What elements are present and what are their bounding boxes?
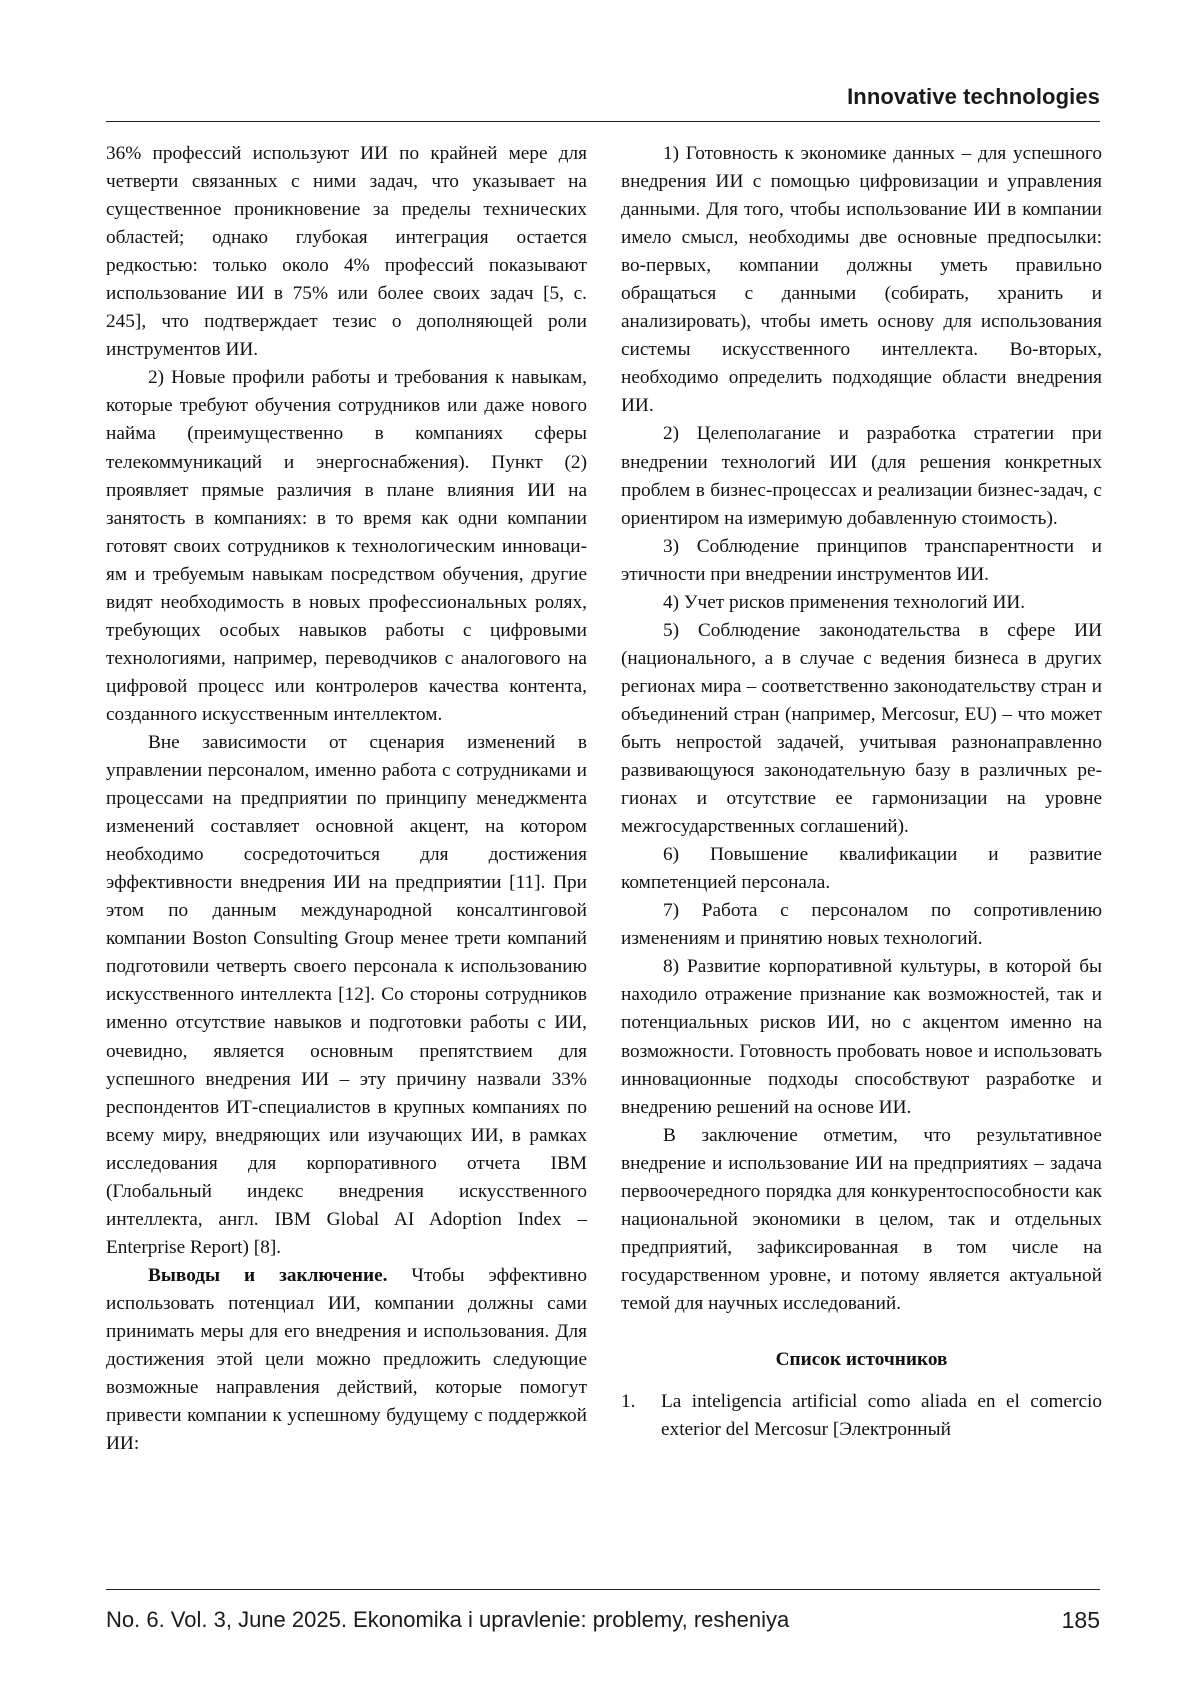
conclusions-text: Чтобы эффективно использовать потенциал ИИ, компании должны сами принимать меры для его внедрения и использования. Для достижения этой цели можно предложить следующие возможные направления действий, которые помогут привести компании к успешному будущему с поддержкой ИИ: (106, 1264, 588, 1455)
header-rule (106, 121, 1100, 122)
conclusions-heading: Выводы и заключение. (148, 1264, 388, 1286)
right-item-5: 5) Соблюдение законодательства в сфере ИИ (национального, а в случае с ведения бизнеса в других регионах мира – соответственно законодательству стран и объединений стран (например, Mercosur, EU) – что может быть непростой задачей, учитывая разнонаправленно развивающуюся законодательную базу в различных регионах и отсутствие ее гармонизации на уровне межгосударственных соглашений). (621, 619, 1102, 838)
running-head-section: Innovative technologies (847, 84, 1100, 109)
left-paragraph-conclusions (106, 1262, 587, 1458)
right-item-8: 8) Развитие корпоративной культуры, в которой бы находило отражение признание как возможностей, так и потенциальных рисков ИИ, но с акцентом именно на возможности. Готовность пробовать новое и использовать инновационные подходы способствуют разработке и внедрению решений на основе ИИ. (621, 956, 1102, 1118)
left-paragraph-1: 36% профессий используют ИИ по крайней мере для четверти связанных с ними задач, что указывает на существенное проникновение за пределы технических областей; однако глубокая интеграция остается редкостью: только около 4% профессий показывают использование ИИ в 75% или более своих задач [5, с. 245], что подтверждает тезис о дополняющей роли инструментов ИИ. (106, 143, 587, 361)
right-item-2: 2) Целеполагание и разработка стратегии при внедрении технологий ИИ (для решения конкретных проблем в бизнес-процессах и реализации бизнес-задач, с ориентиром на измеримую добавленную стоимость). (621, 423, 1102, 529)
reference-text: La inteligencia artificial como aliada en el comercio exterior del Mercosur [Электронный (661, 1391, 1102, 1441)
left-paragraph-2: 2) Новые профили работы и требования к навыкам, которые требуют обучения сотрудников или даже нового найма (преимущественно в компаниях сферы телекоммуникаций и энергоснабжения). Пункт (2) проявляет прямые различия в плане влияния ИИ на занятость в компаниях: в то время как одни компании готовят своих сотрудников к технологическим инновациям и требуемым навыкам посредством обучения, другие видят необходимость в новых профессиональных ролях, требующих особых навыков работы с цифровыми технологиями, например, переводчиков с аналогового на цифровой процесс или контролеров качества контента, созданного искусственным интеллектом. (106, 367, 587, 725)
right-conclusion: В заключение отметим, что результативное внедрение и использование ИИ на предприятиях – задача первоочередного порядка для конкурентоспособности как национальной экономики в целом, так и отдельных предприятий, зафиксированная в том числе на государственном уровне, и потому является актуальной темой для научных исследований. (621, 1124, 1102, 1314)
page-number: 185 (1061, 1607, 1100, 1633)
right-item-3: 3) Соблюдение принципов транспарентности и этичности при внедрении инструментов ИИ. (621, 535, 1102, 585)
left-column (106, 140, 587, 1458)
right-column (621, 140, 1102, 1444)
footer-rule (106, 1589, 1100, 1590)
footer-citation: No. 6. Vol. 3, June 2025. Ekonomika i upravlenie: problemy, resheniya (106, 1607, 790, 1632)
reference-number: 1. (621, 1391, 636, 1413)
references-title: Список источников (775, 1348, 948, 1370)
reference-item (621, 1388, 1102, 1444)
right-item-7: 7) Работа с персоналом по сопротивлению изменениям и принятию новых технологий. (621, 900, 1102, 950)
right-item-6: 6) Повышение квалификации и развитие компетенцией персонала. (621, 844, 1102, 894)
right-item-4: 4) Учет рисков применения технологий ИИ. (663, 591, 1026, 613)
left-paragraph-3: Вне зависимости от сценария изменений в управлении персоналом, именно работа с сотрудниками и процессами на предприятии по принципу менеджмента изменений составляет основной акцент, на котором необходимо сосредоточиться для достижения эффективности внедрения ИИ на предприятии [11]. При этом по данным международной консалтинговой компании Boston Consulting Group менее трети компаний подготовили четверть своего персонала к использованию искусственного интеллекта [12]. Со стороны сотрудников именно отсутствие навыков и подготовки работы с ИИ, очевидно, является основным препятствием для успешного внедрения ИИ – эту причину назвали 33% респондентов ИТ-специалистов в крупных компаниях по всему миру, внедряющих или изучающих ИИ, в рамках исследования для корпоративного отчета IBM (Глобальный индекс внедрения искусственного интеллекта, англ. IBM Global AI Adoption Index – Enterprise Report) [8]. (106, 731, 587, 1258)
right-item-1: 1) Готовность к экономике данных – для успешного внедрения ИИ с помощью цифровизации и управления данными. Для того, чтобы использование ИИ в компании имело смысл, необходимы две основные предпосылки: во-первых, компании должны уметь правильно обращаться с данными (собирать, хранить и анализировать), чтобы иметь основу для использования системы искусственного интеллекта. Во-вторых, необходимо определить подходящие области внедрения ИИ. (621, 143, 1102, 417)
